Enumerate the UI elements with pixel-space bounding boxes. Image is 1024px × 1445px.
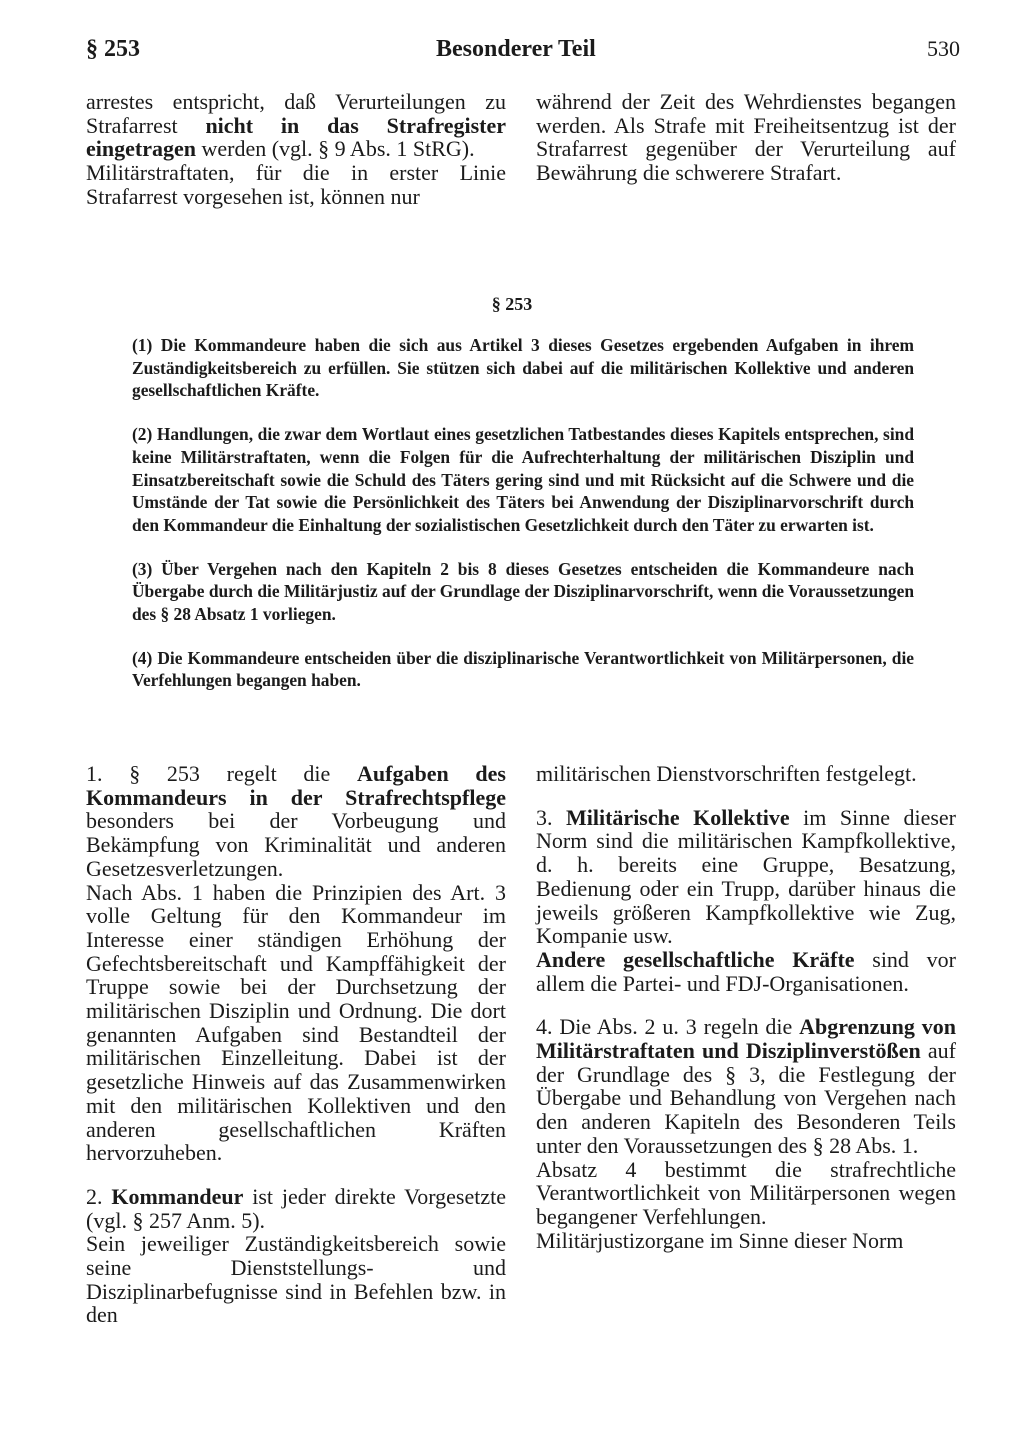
- law-paragraph-3: (3) Über Vergehen nach den Kapiteln 2 bis 8 dieses Gesetzes entscheiden die Kommandeure nach Übergabe durch die Militärjustiz auf der Grundlage der Disziplinarvorschrift, wenn die Voraussetzungen des § 28 Absatz 1 vorliegen.: [132, 558, 914, 625]
- paragraph-gap: [86, 1165, 506, 1185]
- page-number: 530: [927, 36, 960, 61]
- paragraph-gap: [536, 786, 956, 806]
- note-4-continuation-2: Militärjustizorgane im Sinne dieser Norm: [536, 1227, 904, 1253]
- law-heading: § 253: [491, 294, 533, 314]
- commentary-right-column: [536, 762, 956, 1252]
- note-4-continuation: Absatz 4 bestimmt die strafrechtliche Verantwortlichkeit von Militärpersonen wegen begangener Verfehlungen.: [536, 1156, 956, 1229]
- note-3: 3. Militärische Kollektive im Sinne dieser Norm sind die militärischen Kampfkollektive, d. h. bereits eine Gruppe, Besatzung, Bedienung oder ein Trupp, darüber hinaus die jeweils größeren Kampfkollektive wie Zug, Kompanie usw.: [536, 804, 957, 949]
- top-right-paragraph: während der Zeit des Wehrdienstes begangen werden. Als Strafe mit Freiheitsentzug ist der Strafarrest gegenüber der Verurteilung auf Bewährung die schwerere Strafart.: [536, 89, 956, 186]
- law-paragraph-1: (1) Die Kommandeure haben die sich aus Artikel 3 dieses Gesetzes ergebenden Aufgaben in ihrem Zuständigkeitsbereich zu erfüllen. Sie stützen sich dabei auf die militärischen Kollektive und anderen gesellschaftlichen Kräfte.: [132, 335, 914, 401]
- note-2: 2. Kommandeur ist jeder direkte Vorgesetzte (vgl. § 257 Anm. 5).: [86, 1183, 507, 1233]
- top-left-column: [86, 90, 506, 209]
- note-4: 4. Die Abs. 2 u. 3 regeln die Abgrenzung von Militärstraftaten und Disziplinverstößen auf der Grundlage des § 3, die Festlegung der Übergabe und Behandlung von Vergehen nach den anderen Kapiteln des Besonderen Teils unter den Voraussetzungen des § 28 Abs. 1.: [536, 1014, 956, 1158]
- top-left-paragraph-2: Militärstraftaten, für die in erster Linie Strafarrest vorgesehen ist, können nur: [86, 160, 506, 209]
- top-left-paragraph-1: arrestes entspricht, daß Verurteilungen zu Strafarrest nicht in das Strafregister eingetragen werden (vgl. § 9 Abs. 1 StRG).: [86, 89, 506, 162]
- commentary-left-column: [86, 762, 506, 1327]
- header-section: § 253: [86, 36, 140, 62]
- note-2-continuation: Sein jeweiliger Zuständigkeitsbereich sowie seine Dienststellungs- und Disziplinarbefugnisse sind in Befehlen bzw. in den: [86, 1231, 506, 1328]
- note-1: 1. § 253 regelt die Aufgaben des Kommandeurs in der Strafrechtspflege besonders bei der Vorbeugung und Bekämpfung von Kriminalität und anderen Gesetzesverletzungen.: [86, 761, 506, 881]
- note-1-continuation: Nach Abs. 1 haben die Prinzipien des Art. 3 volle Geltung für den Kommandeur im Interesse einer ständigen Erhöhung der Gefechtsbereitschaft und Kampffähigkeit der Truppe sowie bei der Durchsetzung der militärischen Disziplin und Ordnung. Die dort genannten Aufgaben sind Bestandteil der militärischen Einzelleitung. Dabei ist der gesetzliche Hinweis auf das Zusammenwirken mit den militärischen Kollektiven und den anderen gesellschaftlichen Kräften hervorzuheben.: [86, 879, 506, 1166]
- law-paragraph-4: (4) Die Kommandeure entscheiden über die disziplinarische Verantwortlichkeit von Militärpersonen, die Verfehlungen begangen haben.: [132, 647, 914, 691]
- law-text: [132, 334, 914, 713]
- note-3-continuation: Andere gesellschaftliche Kräfte sind vor allem die Partei- und FDJ-Organisationen.: [536, 946, 956, 996]
- law-paragraph-2: (2) Handlungen, die zwar dem Wortlaut eines gesetzlichen Tatbestandes dieses Kapitels entsprechen, sind keine Militärstraftaten, wenn die Folgen für die Aufrechterhaltung der militärischen Disziplin und Einsatzbereitschaft sowie die Schuld des Täters gering sind und mit Rücksicht auf die Schwere und die Umstände der Tat sowie die Persönlichkeit des Täters bei Anwendung der Disziplinarvorschrift durch den Kommandeur die Einhaltung der sozialistischen Gesetzlichkeit durch den Täter zu erwarten ist.: [132, 424, 914, 535]
- top-right-column: [536, 90, 956, 185]
- header-title: Besonderer Teil: [436, 36, 596, 62]
- paragraph-gap: [536, 995, 956, 1015]
- note-2-end: militärischen Dienstvorschriften festgelegt.: [536, 761, 917, 786]
